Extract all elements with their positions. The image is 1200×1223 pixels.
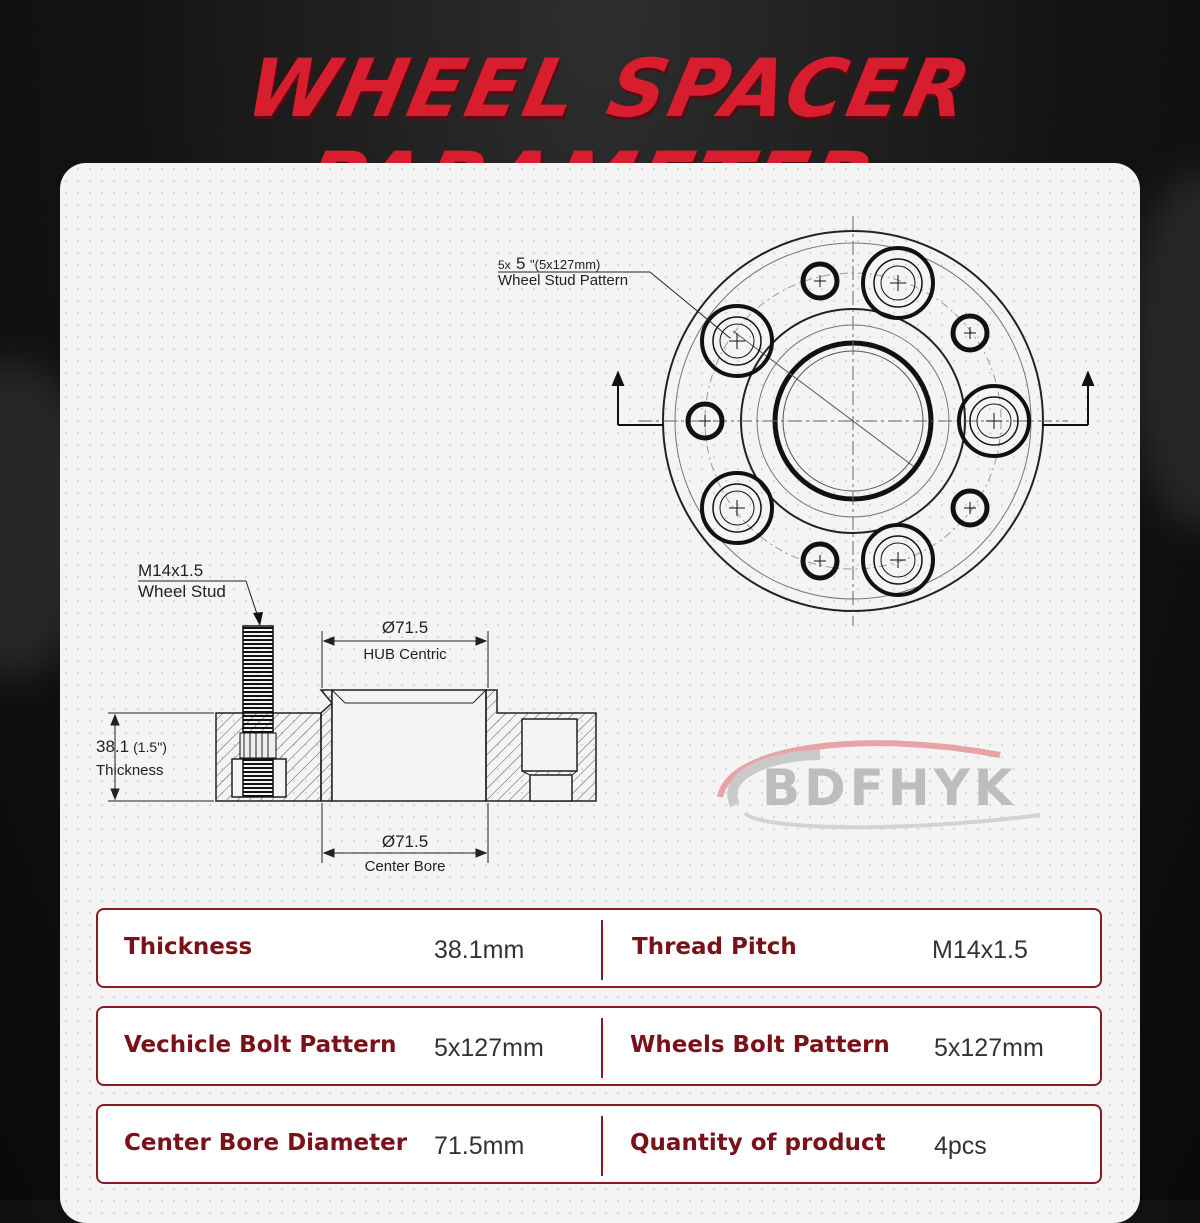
spec-row	[96, 1006, 1102, 1086]
spec-divider	[601, 1116, 603, 1176]
spec-label: Thickness	[124, 934, 253, 960]
page-title: WHEEL SPACER	[238, 42, 982, 135]
thickness-dim-caption: Thickness	[96, 762, 164, 779]
svg-text:5x: 5x	[498, 258, 511, 272]
spec-value: 38.1mm	[434, 936, 525, 964]
hub-dim-caption: HUB Centric	[363, 646, 447, 663]
svg-text:5: 5	[516, 254, 526, 273]
spec-row	[96, 908, 1102, 988]
spec-value: M14x1.5	[932, 936, 1028, 964]
spec-label: Vechicle Bolt Pattern	[124, 1032, 397, 1058]
spec-value: 5x127mm	[434, 1034, 544, 1062]
thickness-dim-value: 38.1 (1.5")	[96, 737, 167, 756]
spec-label: Quantity of product	[630, 1130, 886, 1156]
thickness-dimension	[108, 713, 214, 801]
hub-dim-value: Ø71.5	[381, 618, 429, 637]
spec-value: 71.5mm	[434, 1132, 525, 1160]
bore-dim-value: Ø71.5	[381, 832, 429, 851]
logo-text: BDFHYK	[762, 759, 1017, 817]
bore-dim-caption: Center Bore	[364, 858, 446, 875]
spec-divider	[601, 1018, 603, 1078]
spec-divider	[601, 920, 603, 980]
spec-label: Center Bore Diameter	[124, 1130, 408, 1156]
spec-row	[96, 1104, 1102, 1184]
bolt-pattern-callout	[498, 254, 730, 338]
svg-text:Wheel Stud Pattern: Wheel Stud Pattern	[498, 272, 629, 289]
spec-value: 4pcs	[934, 1132, 987, 1160]
spec-label: Thread Pitch	[632, 934, 797, 960]
svg-text:Wheel Stud: Wheel Stud	[138, 582, 226, 601]
svg-text:"(5x127mm): "(5x127mm)	[530, 257, 601, 272]
spec-label: Wheels Bolt Pattern	[630, 1032, 890, 1058]
brand-logo	[700, 735, 1080, 845]
spec-value: 5x127mm	[934, 1034, 1044, 1062]
svg-text:M14x1.5: M14x1.5	[138, 561, 204, 580]
stud-callout	[138, 561, 263, 626]
